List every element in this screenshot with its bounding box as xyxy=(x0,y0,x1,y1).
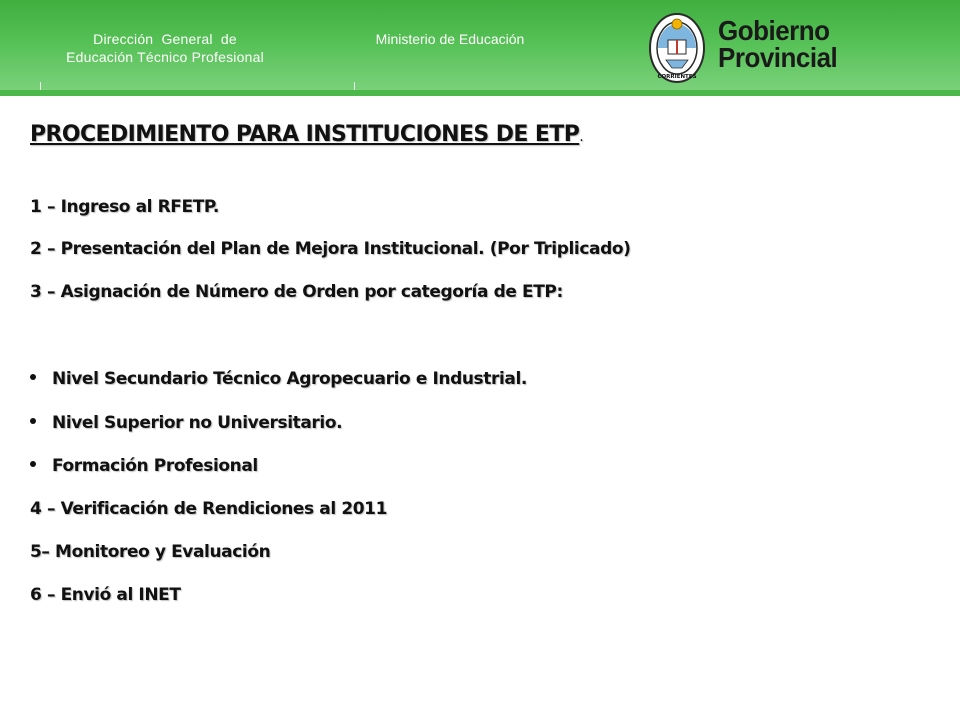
bullet-item-1 xyxy=(30,368,527,390)
bullet-icon xyxy=(30,461,36,467)
bullet-text-2: Nivel Superior no Universitario. xyxy=(52,413,343,433)
bullet-icon xyxy=(30,374,36,380)
logo-wordmark xyxy=(718,14,838,74)
logo-line-1: Gobierno xyxy=(718,14,830,47)
bullet-text-3: Formación Profesional xyxy=(52,456,258,476)
slide-body xyxy=(30,118,930,605)
header-department-line1: Dirección General de xyxy=(93,31,237,47)
header-bar xyxy=(0,0,960,96)
step-2: 2 – Presentación del Plan de Mejora Institucional. (Por Triplicado) xyxy=(30,239,631,259)
bullet-item-2 xyxy=(30,412,342,434)
header-department-line2: Educación Técnico Profesional xyxy=(66,49,264,65)
logo-line-2: Provincial xyxy=(718,41,838,74)
header-band xyxy=(0,90,960,96)
step-4: 4 – Verificación de Rendiciones al 2011 xyxy=(30,499,388,519)
step-1: 1 – Ingreso al RFETP. xyxy=(30,197,219,217)
step-5: 5– Monitoreo y Evaluación xyxy=(30,542,271,562)
step-6: 6 – Envió al INET xyxy=(30,585,181,605)
bullet-text-1: Nivel Secundario Técnico Agropecuario e Industrial. xyxy=(52,369,527,389)
header-department xyxy=(20,30,310,66)
step-3: 3 – Asignación de Número de Orden por categoría de ETP: xyxy=(30,282,563,302)
government-logo xyxy=(640,6,840,88)
slide-title xyxy=(30,118,930,154)
header-ministry: Ministerio de Educación xyxy=(375,31,525,47)
bullet-item-3 xyxy=(30,455,258,477)
provincial-crest-icon xyxy=(648,10,706,84)
slide-title-text: PROCEDIMIENTO PARA INSTITUCIONES DE ETP xyxy=(30,122,580,147)
bullet-icon xyxy=(30,418,36,424)
crest-label: CORRIENTES xyxy=(657,74,697,80)
slide-title-suffix: . xyxy=(579,129,584,145)
